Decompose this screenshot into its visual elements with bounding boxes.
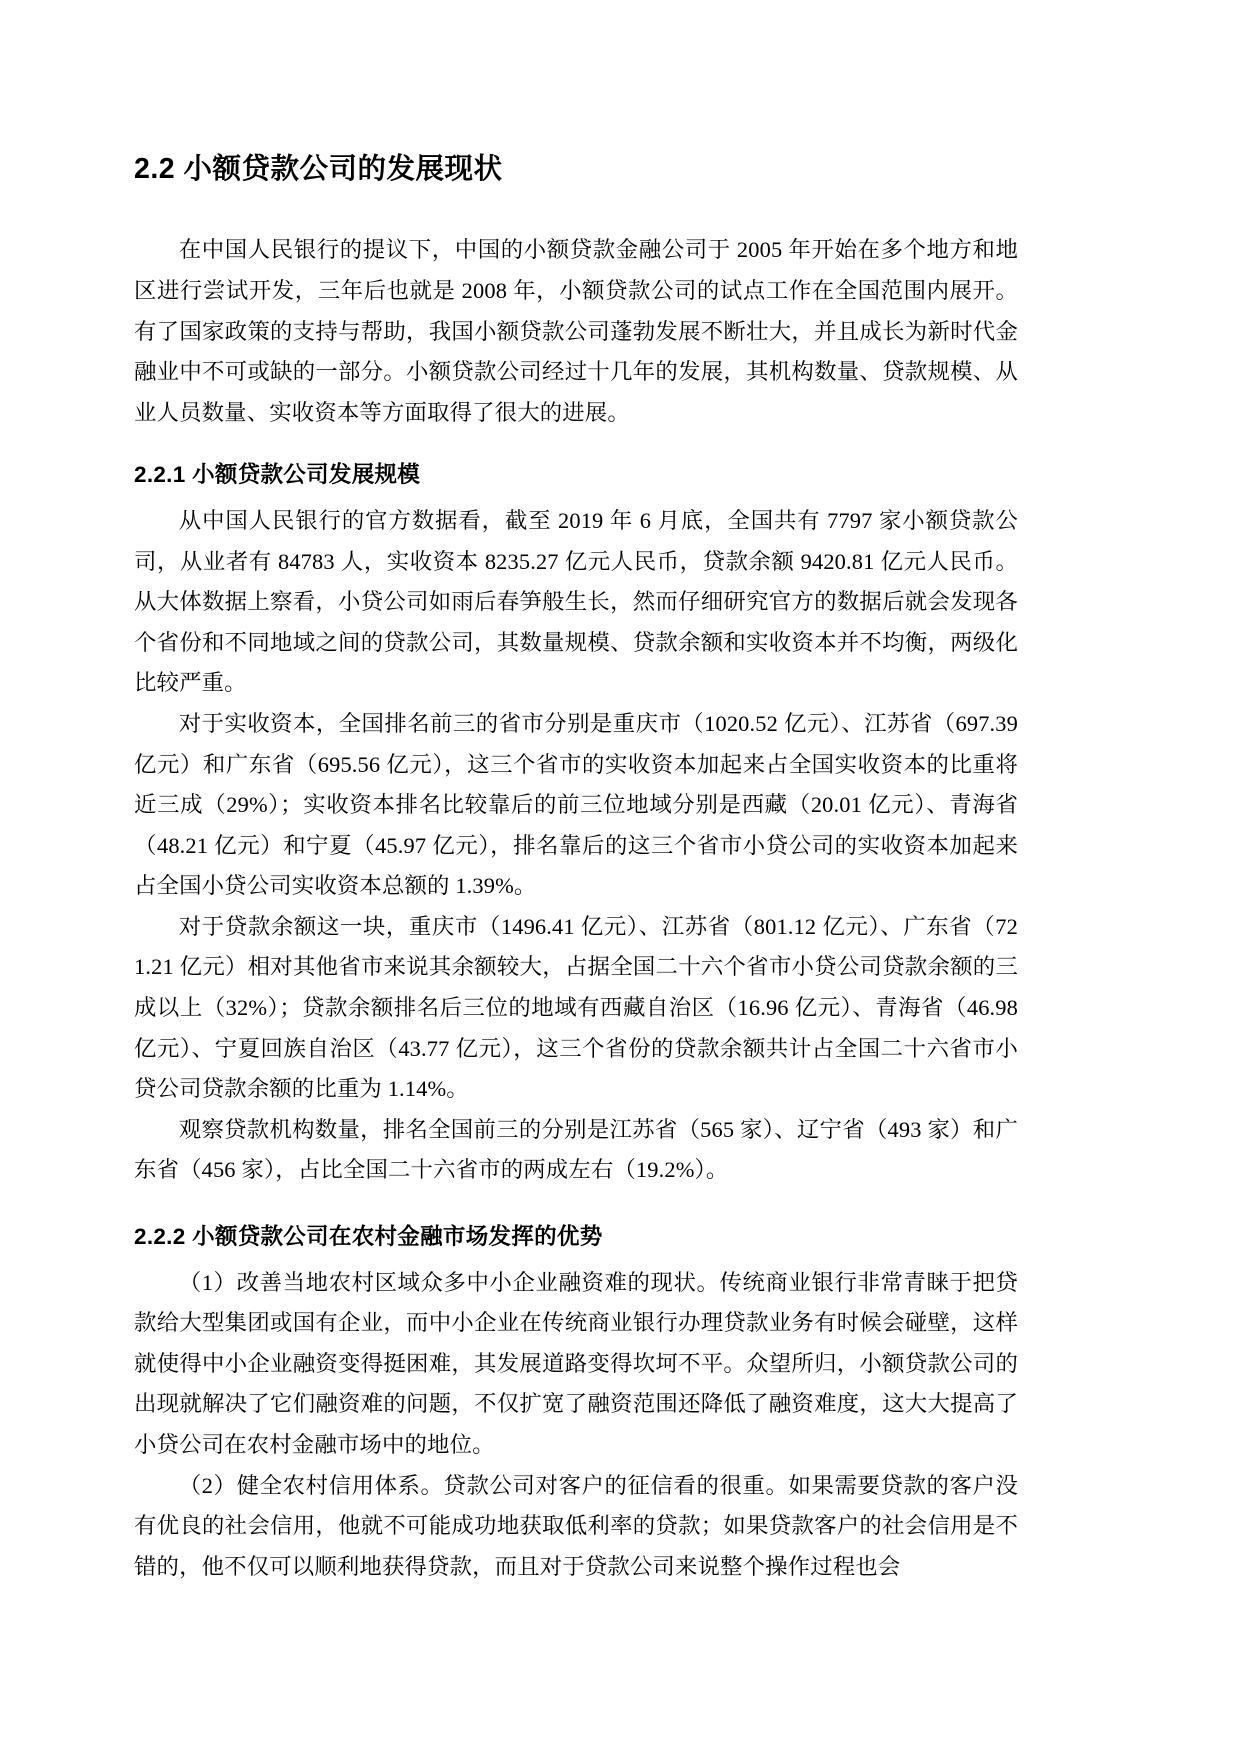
paragraph-paid-in-capital: 对于实收资本，全国排名前三的省市分别是重庆市（1020.52 亿元）、江苏省（697.39 亿元）和广东省（695.56 亿元），这三个省市的实收资本加起来占全国实收资本的比重将近三成（29%）；实收资本排名比较靠后的前三位地域分别是西藏（20.01 亿元）、青海省（48.21 亿元）和宁夏（45.97 亿元），排名靠后的这三个省市小贷公司的实收资本加起来占全国小贷公司实收资本总额的 1.39%。 [134, 710, 1018, 899]
page-title: 2.2 小额贷款公司的发展现状 [134, 153, 503, 185]
page-content [134, 150, 1018, 1587]
subheading-2-2-1: 2.2.1 小额贷款公司发展规模 [134, 462, 421, 488]
subheading-2-2-2: 2.2.2 小额贷款公司在农村金融市场发挥的优势 [134, 1224, 603, 1250]
paragraph-advantage-1: （1）改善当地农村区域众多中小企业融资难的现状。传统商业银行非常青睐于把贷款给大型集团或国有企业，而中小企业在传统商业银行办理贷款业务有时候会碰壁，这样就使得中小企业融资变得挺困难，其发展道路变得坎坷不平。众望所归，小额贷款公司的出现就解决了它们融资难的问题，不仅扩宽了融资范围还降低了融资难度，这大大提高了小贷公司在农村金融市场中的地位。 [134, 1269, 1018, 1457]
paragraph-intro: 在中国人民银行的提议下，中国的小额贷款金融公司于 2005 年开始在多个地方和地区进行尝试开发，三年后也就是 2008 年，小额贷款公司的试点工作在全国范围内展开。有了国家政策的支持与帮助，我国小额贷款公司蓬勃发展不断壮大，并且成长为新时代金融业中不可或缺的一部分。小额贷款公司经过十几年的发展，其机构数量、贷款规模、从业人员数量、实收资本等方面取得了很大的进展。 [134, 237, 1018, 425]
paragraph-institution-count: 观察贷款机构数量，排名全国前三的分别是江苏省（565 家）、辽宁省（493 家）和广东省（456 家），占比全国二十六省市的两成左右（19.2%）。 [134, 1116, 1018, 1183]
paragraph-loan-balance: 对于贷款余额这一块，重庆市（1496.41 亿元）、江苏省（801.12 亿元）、广东省（721.21 亿元）相对其他省市来说其余额较大，占据全国二十六个省市小贷公司贷款余额的三成以上（32%）；贷款余额排名后三位的地域有西藏自治区（16.96 亿元）、青海省（46.98 亿元）、宁夏回族自治区（43.77 亿元），这三个省份的贷款余额共计占全国二十六省市小贷公司贷款余额的比重为 1.14%。 [134, 913, 1018, 1102]
paragraph-scale-overview: 从中国人民银行的官方数据看，截至 2019 年 6 月底，全国共有 7797 家小额贷款公司，从业者有 84783 人，实收资本 8235.27 亿元人民币，贷款余额 9420.81 亿元人民币。从大体数据上察看，小贷公司如雨后春笋般生长，然而仔细研究官方的数据后就会发现各个省份和不同地域之间的贷款公司，其数量规模、贷款余额和实收资本并不均衡，两级化比较严重。 [134, 507, 1018, 696]
paragraph-advantage-2: （2）健全农村信用体系。贷款公司对客户的征信看的很重。如果需要贷款的客户没有优良的社会信用，他就不可能成功地获取低利率的贷款；如果贷款客户的社会信用是不错的，他不仅可以顺利地获得贷款，而且对于贷款公司来说整个操作过程也会 [134, 1472, 1018, 1579]
